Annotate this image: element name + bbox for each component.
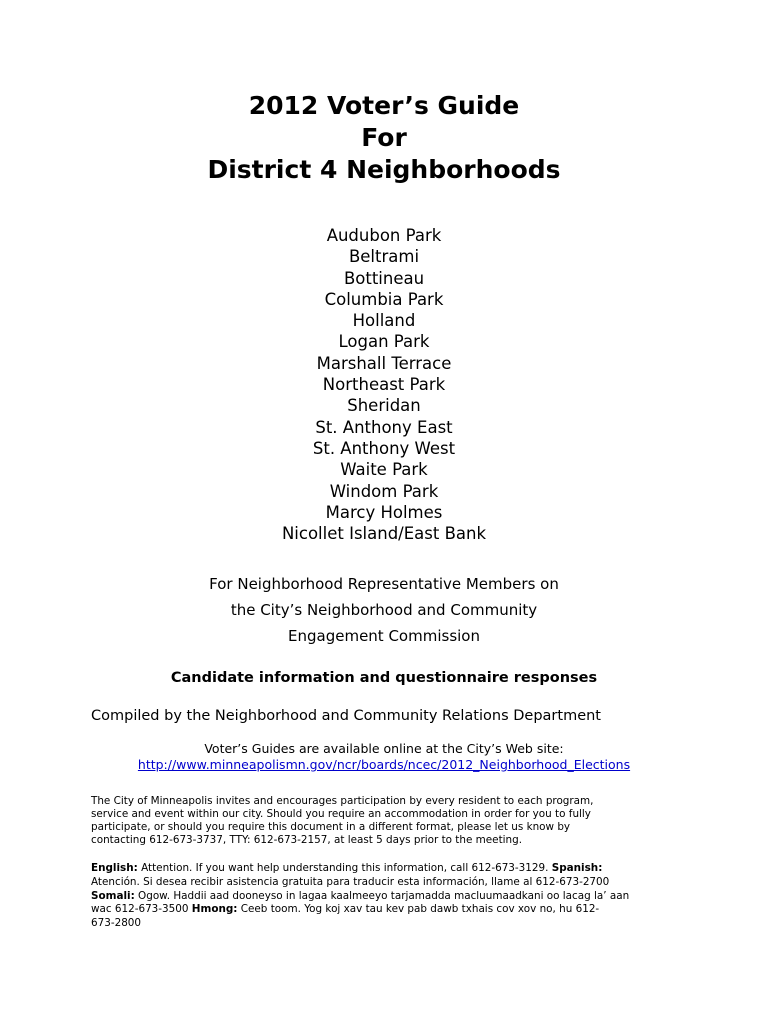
accommodation-notice (91, 795, 681, 847)
neighborhood-item: Beltrami (348, 247, 420, 267)
neighborhood-item: Marcy Holmes (325, 502, 443, 522)
language-line-1 (91, 862, 681, 876)
neighborhood-item: Holland (352, 311, 416, 331)
spanish-label: Spanish: (551, 862, 603, 874)
neighborhood-item: Sheridan (347, 396, 421, 416)
document-title (0, 90, 768, 186)
language-assistance (91, 862, 681, 931)
online-availability (0, 741, 768, 773)
hmong-label: Hmong: (191, 903, 238, 916)
notice-line: contacting 612-673-3737, TTY: 612-673-2157, at least 5 days prior to the meeting. (91, 834, 523, 846)
neighborhood-item: Nicollet Island/East Bank (281, 524, 487, 544)
neighborhood-list (0, 225, 768, 544)
somali-label: Somali: (91, 889, 135, 902)
hmong-phone-text: 673-2800 (91, 917, 142, 930)
neighborhood-item: Audubon Park (326, 226, 442, 245)
somali-phone-text: wac 612-673-3500 (91, 903, 192, 916)
notice-line: participate, or should you require this document in a different format, please let us know by (91, 821, 571, 833)
candidate-info-heading: Candidate information and questionnaire responses (170, 670, 598, 686)
english-text: Attention. If you want help understanding this information, call 612-673-3129. (137, 862, 552, 874)
neighborhood-item: Marshall Terrace (316, 353, 452, 373)
compiled-by-text: Compiled by the Neighborhood and Community Relations Department (91, 708, 601, 724)
online-text: Voter’s Guides are available online at the City’s Web site: (204, 741, 564, 756)
subtitle-line-2: the City’s Neighborhood and Community (230, 601, 538, 619)
notice-line: service and event within our city. Should you require an accommodation in order for you to fully (91, 808, 591, 820)
subtitle-line-1: For Neighborhood Representative Members on (209, 575, 559, 593)
commission-subtitle (0, 571, 768, 649)
subtitle-line-3: Engagement Commission (288, 627, 480, 645)
neighborhood-item: Waite Park (340, 460, 428, 480)
neighborhood-item: Northeast Park (322, 375, 446, 395)
neighborhood-item: Columbia Park (324, 289, 444, 309)
hmong-text: Ceeb toom. Yog koj xav tau kev pab dawb txhais cov xov no, hu 612- (237, 903, 600, 916)
neighborhood-item: Logan Park (338, 332, 430, 352)
neighborhood-item: St. Anthony West (312, 438, 456, 458)
neighborhood-item: St. Anthony East (315, 417, 453, 437)
language-line-4 (91, 903, 681, 917)
title-line-1: 2012 Voter’s Guide (248, 91, 520, 120)
title-line-2: For (361, 123, 407, 152)
neighborhood-item: Bottineau (343, 268, 425, 288)
elections-web-link[interactable]: http://www.minneapolismn.gov/ncr/boards/ncec/2012_Neighborhood_Elections (137, 757, 631, 772)
language-line-3 (91, 890, 681, 904)
neighborhood-item: Windom Park (329, 481, 439, 501)
notice-line: The City of Minneapolis invites and encourages participation by every resident to each program, (91, 795, 594, 807)
spanish-text: Atención. Si desea recibir asistencia gratuita para traducir esta información, llame al 612-673-2700 (91, 875, 610, 888)
somali-text: Ogow. Haddii aad dooneyso in lagaa kaalmeeyo tarjamadda macluumaadkani oo lacag la’ aan (134, 889, 630, 902)
english-label: English: (91, 862, 138, 874)
title-line-3: District 4 Neighborhoods (207, 155, 561, 184)
